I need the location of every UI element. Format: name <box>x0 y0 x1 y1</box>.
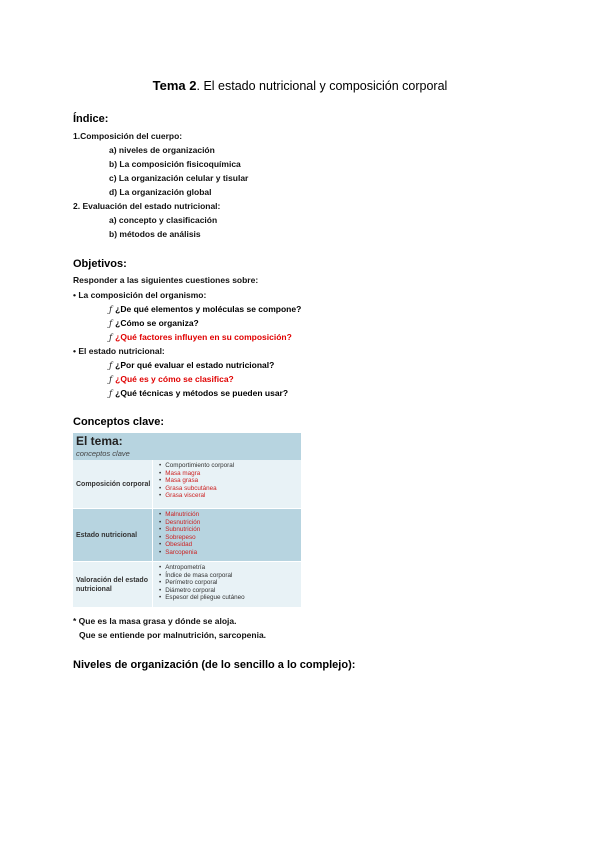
list-item: • Subnutrición <box>159 526 200 534</box>
function-bullet-icon: ƒ <box>109 305 113 315</box>
list-item: • Índice de masa corporal <box>159 572 245 580</box>
indice-item: a) niveles de organización <box>109 145 215 155</box>
niveles-heading: Niveles de organización (de lo sencillo a lo complejo): <box>73 659 356 671</box>
question-item-highlight: ƒ ¿Qué factores influyen en su composición? <box>109 332 292 343</box>
list-item: • Masa magra <box>159 470 234 478</box>
objetivos-group-1: • La composición del organismo: <box>73 290 207 300</box>
objetivos-heading: Objetivos: <box>73 258 127 270</box>
table-row <box>73 509 301 561</box>
list-item: • Malnutrición <box>159 511 200 519</box>
indice-item: d) La organización global <box>109 187 212 197</box>
function-bullet-icon: ƒ <box>109 389 113 399</box>
function-bullet-icon: ƒ <box>109 375 113 385</box>
indice-item: 2. Evaluación del estado nutricional: <box>73 201 221 211</box>
concepts-note: * Que es la masa grasa y dónde se aloja. <box>73 616 237 626</box>
concepts-table-header <box>73 433 301 460</box>
conceptos-heading: Conceptos clave: <box>73 416 165 428</box>
row-items <box>159 564 245 602</box>
concepts-table-subtitle: conceptos clave <box>76 449 130 458</box>
table-row <box>73 460 301 508</box>
question-item-highlight: ƒ ¿Qué es y cómo se clasifica? <box>109 374 234 385</box>
list-item: • Masa grasa <box>159 477 234 485</box>
title-topic: Tema 2 <box>152 78 197 93</box>
indice-item: b) métodos de análisis <box>109 229 201 239</box>
function-bullet-icon: ƒ <box>109 361 113 371</box>
list-item: • Sarcopenia <box>159 549 200 557</box>
concepts-table <box>73 433 301 607</box>
title-rest: . El estado nutricional y composición corporal <box>196 79 448 93</box>
question-item: ƒ ¿De qué elementos y moléculas se compone? <box>109 304 302 315</box>
page-title <box>0 78 600 93</box>
list-item: • Espesor del pliegue cutáneo <box>159 594 245 602</box>
row-label: Composición corporal <box>76 480 151 488</box>
concepts-note: Que se entiende por malnutrición, sarcopenia. <box>79 630 267 640</box>
list-item: • Diámetro corporal <box>159 587 245 595</box>
list-item: • Obesidad <box>159 541 200 549</box>
objetivos-group-2: • El estado nutricional: <box>73 346 165 356</box>
list-item: • Grasa subcutánea <box>159 485 234 493</box>
function-bullet-icon: ƒ <box>109 319 113 329</box>
function-bullet-icon: ƒ <box>109 333 113 343</box>
objetivos-intro: Responder a las siguientes cuestiones sobre: <box>73 275 259 285</box>
indice-item: a) concepto y clasificación <box>109 215 218 225</box>
list-item: • Grasa visceral <box>159 492 234 500</box>
indice-item: b) La composición fisicoquímica <box>109 159 241 169</box>
row-items <box>159 511 200 557</box>
question-item: ƒ ¿Cómo se organiza? <box>109 318 199 329</box>
indice-item: 1.Composición del cuerpo: <box>73 131 183 141</box>
row-label: Estado nutricional <box>76 531 138 539</box>
list-item: • Sobrepeso <box>159 534 200 542</box>
list-item: • Antropometría <box>159 564 245 572</box>
list-item: • Perímetro corporal <box>159 579 245 587</box>
table-row <box>73 562 301 607</box>
table-divider <box>152 460 153 607</box>
concepts-table-title: El tema: <box>76 434 123 448</box>
list-item: • Desnutrición <box>159 519 200 527</box>
row-label: Valoración del estado nutricional <box>76 576 148 593</box>
row-items <box>159 462 234 500</box>
list-item: • Comportimiento corporal <box>159 462 234 470</box>
question-item: ƒ ¿Por qué evaluar el estado nutricional? <box>109 360 275 371</box>
question-item: ƒ ¿Qué técnicas y métodos se pueden usar? <box>109 388 289 399</box>
indice-item: c) La organización celular y tisular <box>109 173 249 183</box>
indice-heading: Índice: <box>73 113 109 125</box>
